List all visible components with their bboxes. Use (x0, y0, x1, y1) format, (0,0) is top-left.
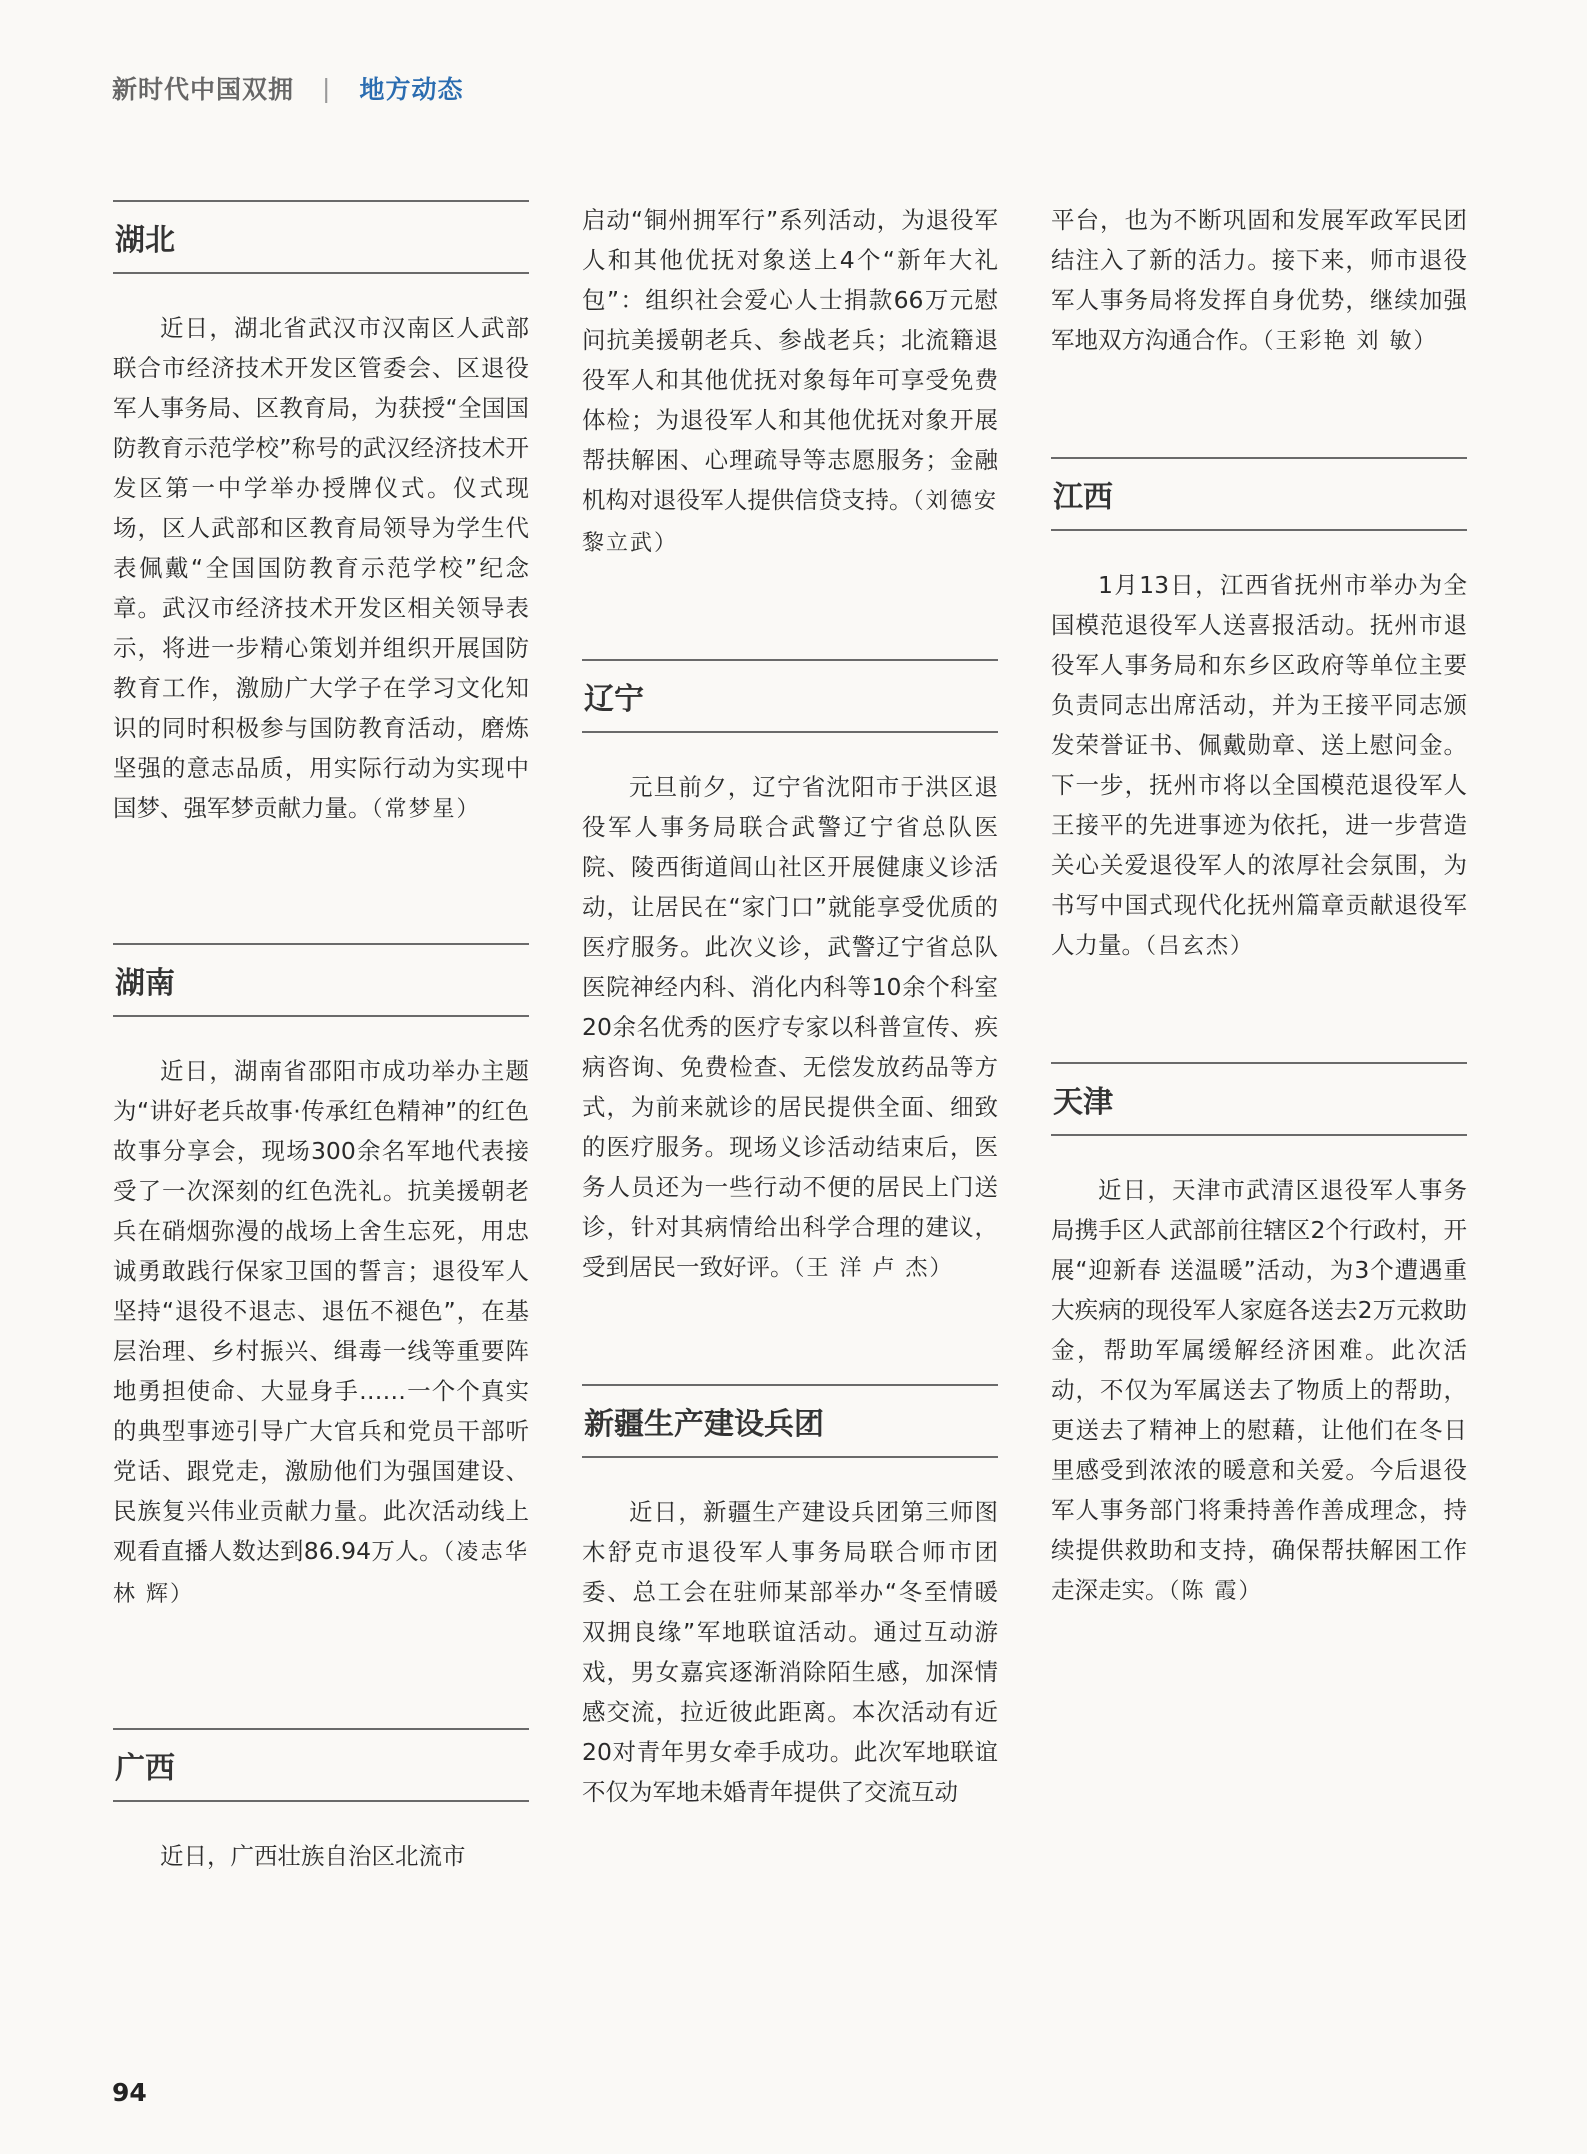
article-text: 近日，新疆生产建设兵团第三师图木舒克市退役军人事务局联合师市团委、总工会在驻师某部举办“冬至情暖 双拥良缘”军地联谊活动。通过互动游戏，男女嘉宾逐渐消除陌生感，加深情感交流，拉近彼此距离。本次活动有近20对青年男女牵手成功。此次军地联谊不仅为军地未婚青年提供了交流互动 (582, 1498, 998, 1806)
header-separator: | (322, 73, 332, 103)
article-text: 近日，广西壮族自治区北流市 (160, 1842, 466, 1870)
running-head (112, 70, 463, 106)
article-heading: 新疆生产建设兵团 (582, 1384, 998, 1458)
article-hubei (113, 200, 529, 830)
article-body (113, 1836, 529, 1876)
article-body (1051, 565, 1467, 967)
article-byline: （王 洋 卢 杰） (793, 1256, 954, 1281)
article-body (582, 1492, 998, 1812)
article-text: 近日，湖北省武汉市汉南区人武部联合市经济技术开发区管委会、区退役军人事务局、区教育局，为获授“全国国防教育示范学校”称号的武汉经济技术开发区第一中学举办授牌仪式。仪式现场，区人武部和区教育局领导为学生代表佩戴“全国国防教育示范学校”纪念章。武汉市经济技术开发区相关领导表示，将进一步精心策划并组织开展国防教育工作，激励广大学子在学习文化知识的同时积极参与国防教育活动，磨炼坚强的意志品质，用实际行动为实现中国梦、强军梦贡献力量。 (113, 314, 529, 822)
article-guangxi (113, 1728, 529, 1876)
article-text: 近日，天津市武清区退役军人事务局携手区人武部前往辖区2个行政村，开展“迎新春 送温暖”活动，为3个遭遇重大疾病的现役军人家庭各送去2万元救助金，帮助军属缓解经济困难。此次活动，不仅为军属送去了物质上的帮助，更送去了精神上的慰藉，让他们在冬日里感受到浓浓的暖意和关爱。今后退役军人事务部门将秉持善作善成理念，持续提供救助和支持，确保帮扶解困工作走深走实。 (1051, 1176, 1467, 1604)
page-number: 94 (112, 2078, 147, 2107)
spacer (113, 1615, 529, 1728)
spacer (113, 830, 529, 943)
article-heading: 湖北 (113, 200, 529, 274)
article-xinjiang-continued (1051, 200, 1467, 362)
column-1 (113, 200, 529, 1876)
column-3 (1051, 200, 1467, 1612)
spacer (1051, 362, 1467, 457)
article-heading: 江西 (1051, 457, 1467, 531)
article-xinjiang (582, 1384, 998, 1812)
article-body (113, 1051, 529, 1615)
magazine-title: 新时代中国双拥 (112, 75, 295, 104)
article-byline: （刘德安 黎立武） (582, 489, 998, 556)
article-heading: 辽宁 (582, 659, 998, 733)
article-guangxi-continued (582, 200, 998, 564)
article-byline: （陈 霞） (1168, 1579, 1263, 1604)
article-body (113, 308, 529, 830)
article-body (1051, 200, 1467, 362)
article-byline: （王彩艳 刘 敏） (1262, 329, 1438, 354)
article-hunan (113, 943, 529, 1615)
article-heading: 湖南 (113, 943, 529, 1017)
article-byline: （吕玄杰） (1145, 934, 1255, 959)
article-text: 元旦前夕，辽宁省沈阳市于洪区退役军人事务局联合武警辽宁省总队医院、陵西街道闾山社区开展健康义诊活动，让居民在“家门口”就能享受优质的医疗服务。此次义诊，武警辽宁省总队医院神经内科、消化内科等10余个科室20余名优秀的医疗专家以科普宣传、疾病咨询、免费检查、无偿发放药品等方式，为前来就诊的居民提供全面、细致的医疗服务。现场义诊活动结束后，医务人员还为一些行动不便的居民上门送诊，针对其病情给出科学合理的建议，受到居民一致好评。 (582, 773, 998, 1281)
article-body (1051, 1170, 1467, 1612)
article-text: 1月13日，江西省抚州市举办为全国模范退役军人送喜报活动。抚州市退役军人事务局和东乡区政府等单位主要负责同志出席活动，并为王接平同志颁发荣誉证书、佩戴勋章、送上慰问金。下一步，抚州市将以全国模范退役军人王接平的先进事迹为依托，进一步营造关心关爱退役军人的浓厚社会氛围，为书写中国式现代化抚州篇章贡献退役军人力量。 (1051, 571, 1467, 959)
spacer (1051, 967, 1467, 1062)
spacer (582, 564, 998, 659)
article-body (582, 200, 998, 564)
article-jiangxi (1051, 457, 1467, 967)
article-text: 近日，湖南省邵阳市成功举办主题为“讲好老兵故事·传承红色精神”的红色故事分享会，现场300余名军地代表接受了一次深刻的红色洗礼。抗美援朝老兵在硝烟弥漫的战场上舍生忘死，用忠诚勇敢践行保家卫国的誓言；退役军人坚持“退役不退志、退伍不褪色”，在基层治理、乡村振兴、缉毒一线等重要阵地勇担使命、大显身手……一个个真实的典型事迹引导广大官兵和党员干部听党话、跟党走，激励他们为强国建设、民族复兴伟业贡献力量。此次活动线上观看直播人数达到86.94万人。 (113, 1057, 529, 1565)
article-heading: 天津 (1051, 1062, 1467, 1136)
article-body (582, 767, 998, 1289)
section-title: 地方动态 (359, 75, 464, 104)
article-byline: （凌志华 林 辉） (113, 1540, 529, 1607)
spacer (582, 1289, 998, 1384)
article-byline: （常梦星） (371, 797, 481, 822)
article-tianjin (1051, 1062, 1467, 1612)
article-heading: 广西 (113, 1728, 529, 1802)
article-liaoning (582, 659, 998, 1289)
article-text: 平台，也为不断巩固和发展军政军民团结注入了新的活力。接下来，师市退役军人事务局将发挥自身优势，继续加强军地双方沟通合作。 (1051, 206, 1467, 354)
column-2 (582, 200, 998, 1812)
article-text: 启动“铜州拥军行”系列活动，为退役军人和其他优抚对象送上4个“新年大礼包”：组织社会爱心人士捐款66万元慰问抗美援朝老兵、参战老兵；北流籍退役军人和其他优抚对象每年可享受免费体检；为退役军人和其他优抚对象开展帮扶解困、心理疏导等志愿服务；金融机构对退役军人提供信贷支持。 (582, 206, 998, 514)
